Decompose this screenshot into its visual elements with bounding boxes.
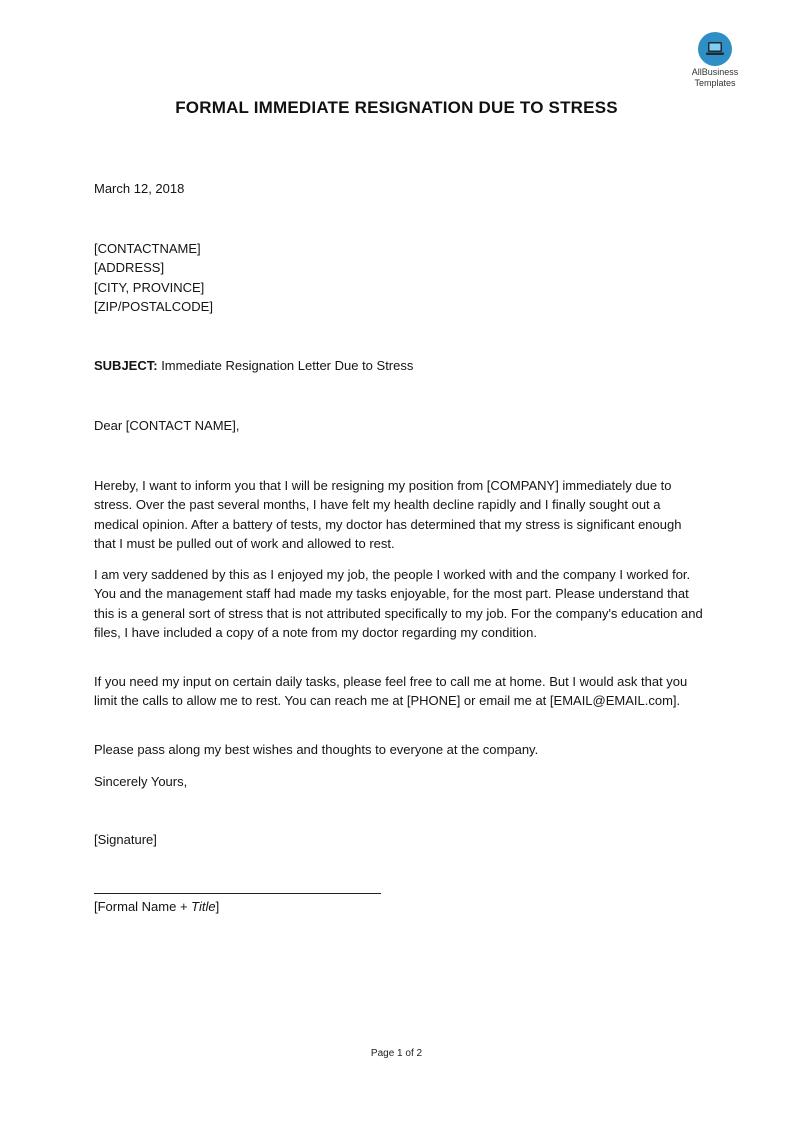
formal-name-title: Title (191, 899, 216, 914)
document-title: FORMAL IMMEDIATE RESIGNATION DUE TO STRESS (175, 98, 618, 117)
logo-text-line1: AllBusiness (691, 67, 739, 77)
address-line-contact: [CONTACTNAME] (94, 241, 201, 256)
address-line-city: [CITY, PROVINCE] (94, 279, 205, 295)
body-paragraph-4: Please pass along my best wishes and thoughts to everyone at the company. (94, 742, 539, 757)
subject-label: SUBJECT: (94, 358, 158, 373)
address-line-zip: [ZIP/POSTALCODE] (94, 298, 213, 314)
subject-text: Immediate Resignation Letter Due to Stress (157, 358, 414, 373)
body-paragraph-3: If you need my input on certain daily tasks, please feel free to call me at home. But I would ask that you limit the calls to allow me to rest. You can reach me at [PHONE] or email me at [EMAIL@EMAIL.com]. (94, 674, 688, 709)
recipient-address (94, 239, 706, 316)
letter-date: March 12, 2018 (94, 181, 185, 196)
salutation: Dear [CONTACT NAME], (94, 418, 240, 433)
allbusiness-logo (683, 32, 747, 88)
laptop-icon (698, 32, 732, 66)
signature-placeholder: [Signature] (94, 832, 157, 847)
address-line-street: [ADDRESS] (94, 260, 165, 276)
body-paragraph-1: Hereby, I want to inform you that I will be resigning my position from [COMPANY] immediately due to stress. Over the past several months, I have felt my health decline rapidly and I finally sought out a medical opinion. After a battery of tests, my doctor has determined that my stress is significant enough that I must be pulled out of work and allowed to rest. (94, 478, 682, 551)
formal-name-prefix: [Formal Name + (94, 899, 192, 914)
formal-name-suffix: ] (215, 899, 220, 914)
body-paragraph-2: I am very saddened by this as I enjoyed my job, the people I worked with and the company I worked for. You and the management staff had made my tasks enjoyable, for the most part. Please understand that this is a general sort of stress that is not attributed specifically to my job. For the company's education and files, I have included a copy of a note from my doctor regarding my condition. (94, 567, 703, 640)
page-number: Page 1 of 2 (370, 1048, 423, 1059)
subject-line (94, 356, 706, 375)
formal-name (94, 897, 706, 916)
signature-line (94, 893, 381, 894)
logo-text-line2: Templates (694, 78, 736, 88)
closing: Sincerely Yours, (94, 774, 188, 789)
